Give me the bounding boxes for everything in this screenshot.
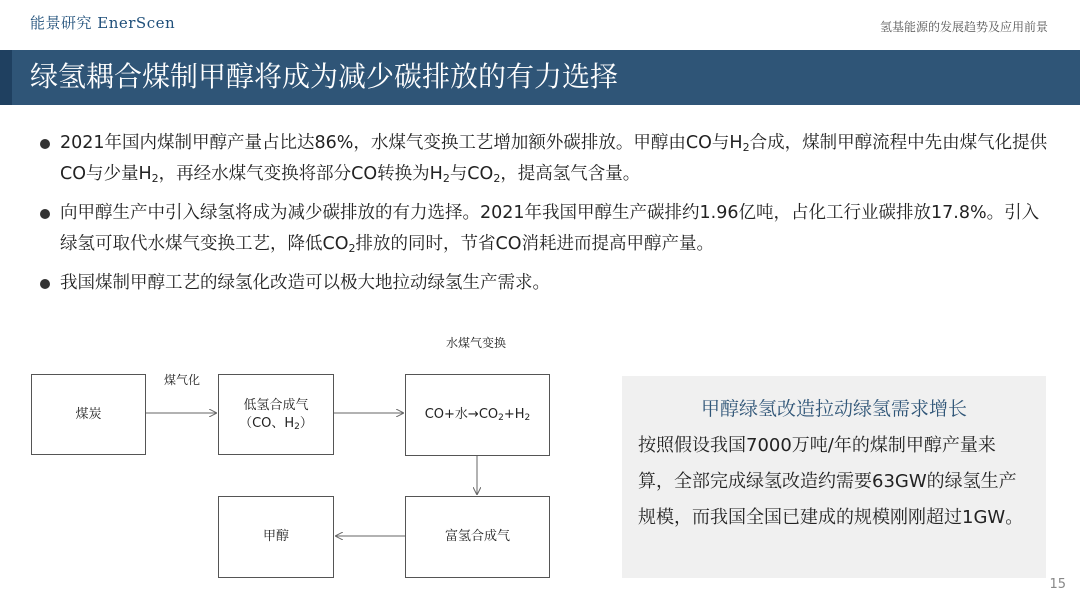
callout-body: 按照假设我国7000万吨/年的煤制甲醇产量来算，全部完成绿氢改造约需要63GW的绿氢生产规模，而我国全国已建成的规模刚刚超过1GW。 (638, 435, 1024, 528)
water-gas-shift-node: CO+水$\to CO_2+H_2$ (405, 374, 550, 456)
page-number: 15 (1049, 577, 1066, 592)
title-bar (0, 50, 1080, 105)
gasification-label: 煤气化 (164, 373, 201, 387)
slide-title: 绿氢耦合煤制甲醇将成为减少碳排放的有力选择 (30, 60, 619, 93)
coal-node: 煤炭 (31, 374, 146, 455)
bullet-text: 2021年国内煤制甲醇产量占比达86%，水煤气变换工艺增加额外碳排放。甲醇由CO与$H_2$合成，煤制甲醇流程中先由煤气化提供CO与少量$H_2$，再经水煤气变换将部分CO转换为$H_2$与$CO_2$，提高氢气含量。 (60, 133, 1048, 185)
document-title: 氢基能源的发展趋势及应用前景 (879, 20, 1048, 34)
brand-logo: 能景研究 EnerScen (30, 14, 176, 32)
title-accent (0, 50, 12, 105)
bullet-text: 我国煤制甲醇工艺的绿氢化改造可以极大地拉动绿氢生产需求。 (60, 273, 550, 293)
low-hydrogen-gas-node: 低氢合成气 （CO、$H_2$） (218, 374, 334, 455)
bullet-dot-icon (40, 209, 50, 219)
bullet-dot-icon (40, 139, 50, 149)
bullet-list (40, 128, 1050, 307)
rich-hydrogen-gas-node: 富氢合成气 (405, 496, 550, 578)
methanol-node: 甲醇 (218, 496, 334, 578)
bullet-item (40, 268, 1050, 299)
bullet-text: 向甲醇生产中引入绿氢将成为减少碳排放的有力选择。2021年我国甲醇生产碳排约1.96亿吨，占化工行业碳排放17.8%。引入绿氢可取代水煤气变换工艺，降低$CO_2$排放的同时，节省CO消耗进而提高甲醇产量。 (60, 203, 1040, 255)
bullet-item (40, 198, 1050, 260)
bullet-dot-icon (40, 279, 50, 289)
callout-title: 甲醇绿氢改造拉动绿氢需求增长 (700, 398, 967, 420)
shift-label: 水煤气变换 (446, 336, 507, 350)
bullet-item (40, 128, 1050, 190)
callout-box (622, 376, 1046, 578)
